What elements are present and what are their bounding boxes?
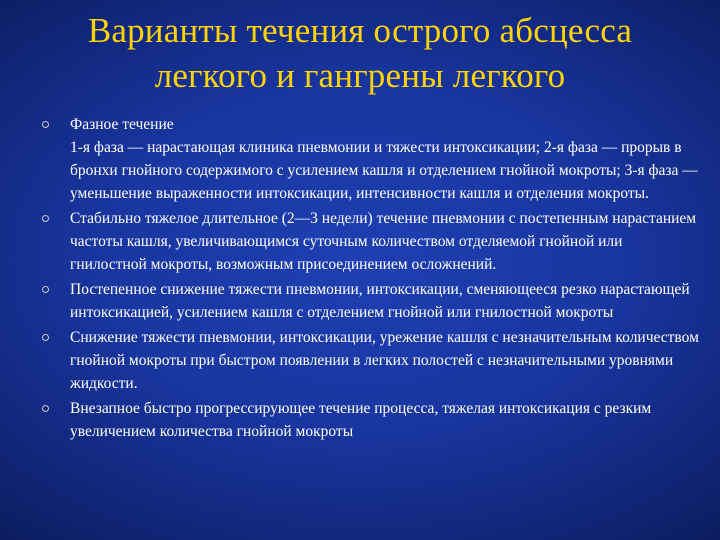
bullet-text: Стабильно тяжелое длительное (2—3 недели) течение пневмонии с постепенным нарастанием частоты кашля, увеличивающимся суточным количеством отделяемой гнойной или гнилостной мокроты, возможным присоединением осложнений. (70, 210, 697, 273)
bullet-item-reduced-severity (42, 326, 702, 395)
bullet-item-phased-course (42, 113, 702, 205)
bullet-heading: Фазное течение (70, 116, 174, 133)
slide-title-line-2: легкого и гангрены легкого (154, 56, 566, 95)
bullet-text: Внезапное быстро прогрессирующее течение процесса, тяжелая интоксикация с резким увеличением количества гнойной мокроты (70, 400, 652, 440)
bullet-text: Постепенное снижение тяжести пневмонии, интоксикации, сменяющееся резко нарастающей интоксикацией, усилением кашля с отделением гнойной или гнилостной мокроты (70, 281, 690, 321)
circle-bullet-icon (42, 215, 49, 222)
circle-bullet-icon (42, 405, 49, 412)
slide-title-line-1: Варианты течения острого абсцесса (87, 11, 633, 50)
slide-title (0, 8, 720, 98)
bullet-text: 1-я фаза — нарастающая клиника пневмонии и тяжести интоксикации; 2-я фаза — прорыв в бронхи гнойного содержимого с усилением кашля и отделением гнойной мокроты; 3-я фаза — уменьшение выраженности интоксикации, интенсивности кашля и отделения мокроты. (70, 139, 698, 202)
circle-bullet-icon (42, 334, 49, 341)
bullet-text: Снижение тяжести пневмонии, интоксикации, урежение кашля с незначительным количеством гнойной мокроты при быстром появлении в легких полостей с незначительными уровнями жидкости. (70, 329, 699, 392)
circle-bullet-icon (42, 121, 49, 128)
bullet-item-stable-severe (42, 207, 702, 276)
bullet-item-sudden-progression (42, 397, 702, 443)
circle-bullet-icon (42, 286, 49, 293)
bullet-list (42, 113, 702, 443)
bullet-item-gradual-decrease (42, 278, 702, 324)
